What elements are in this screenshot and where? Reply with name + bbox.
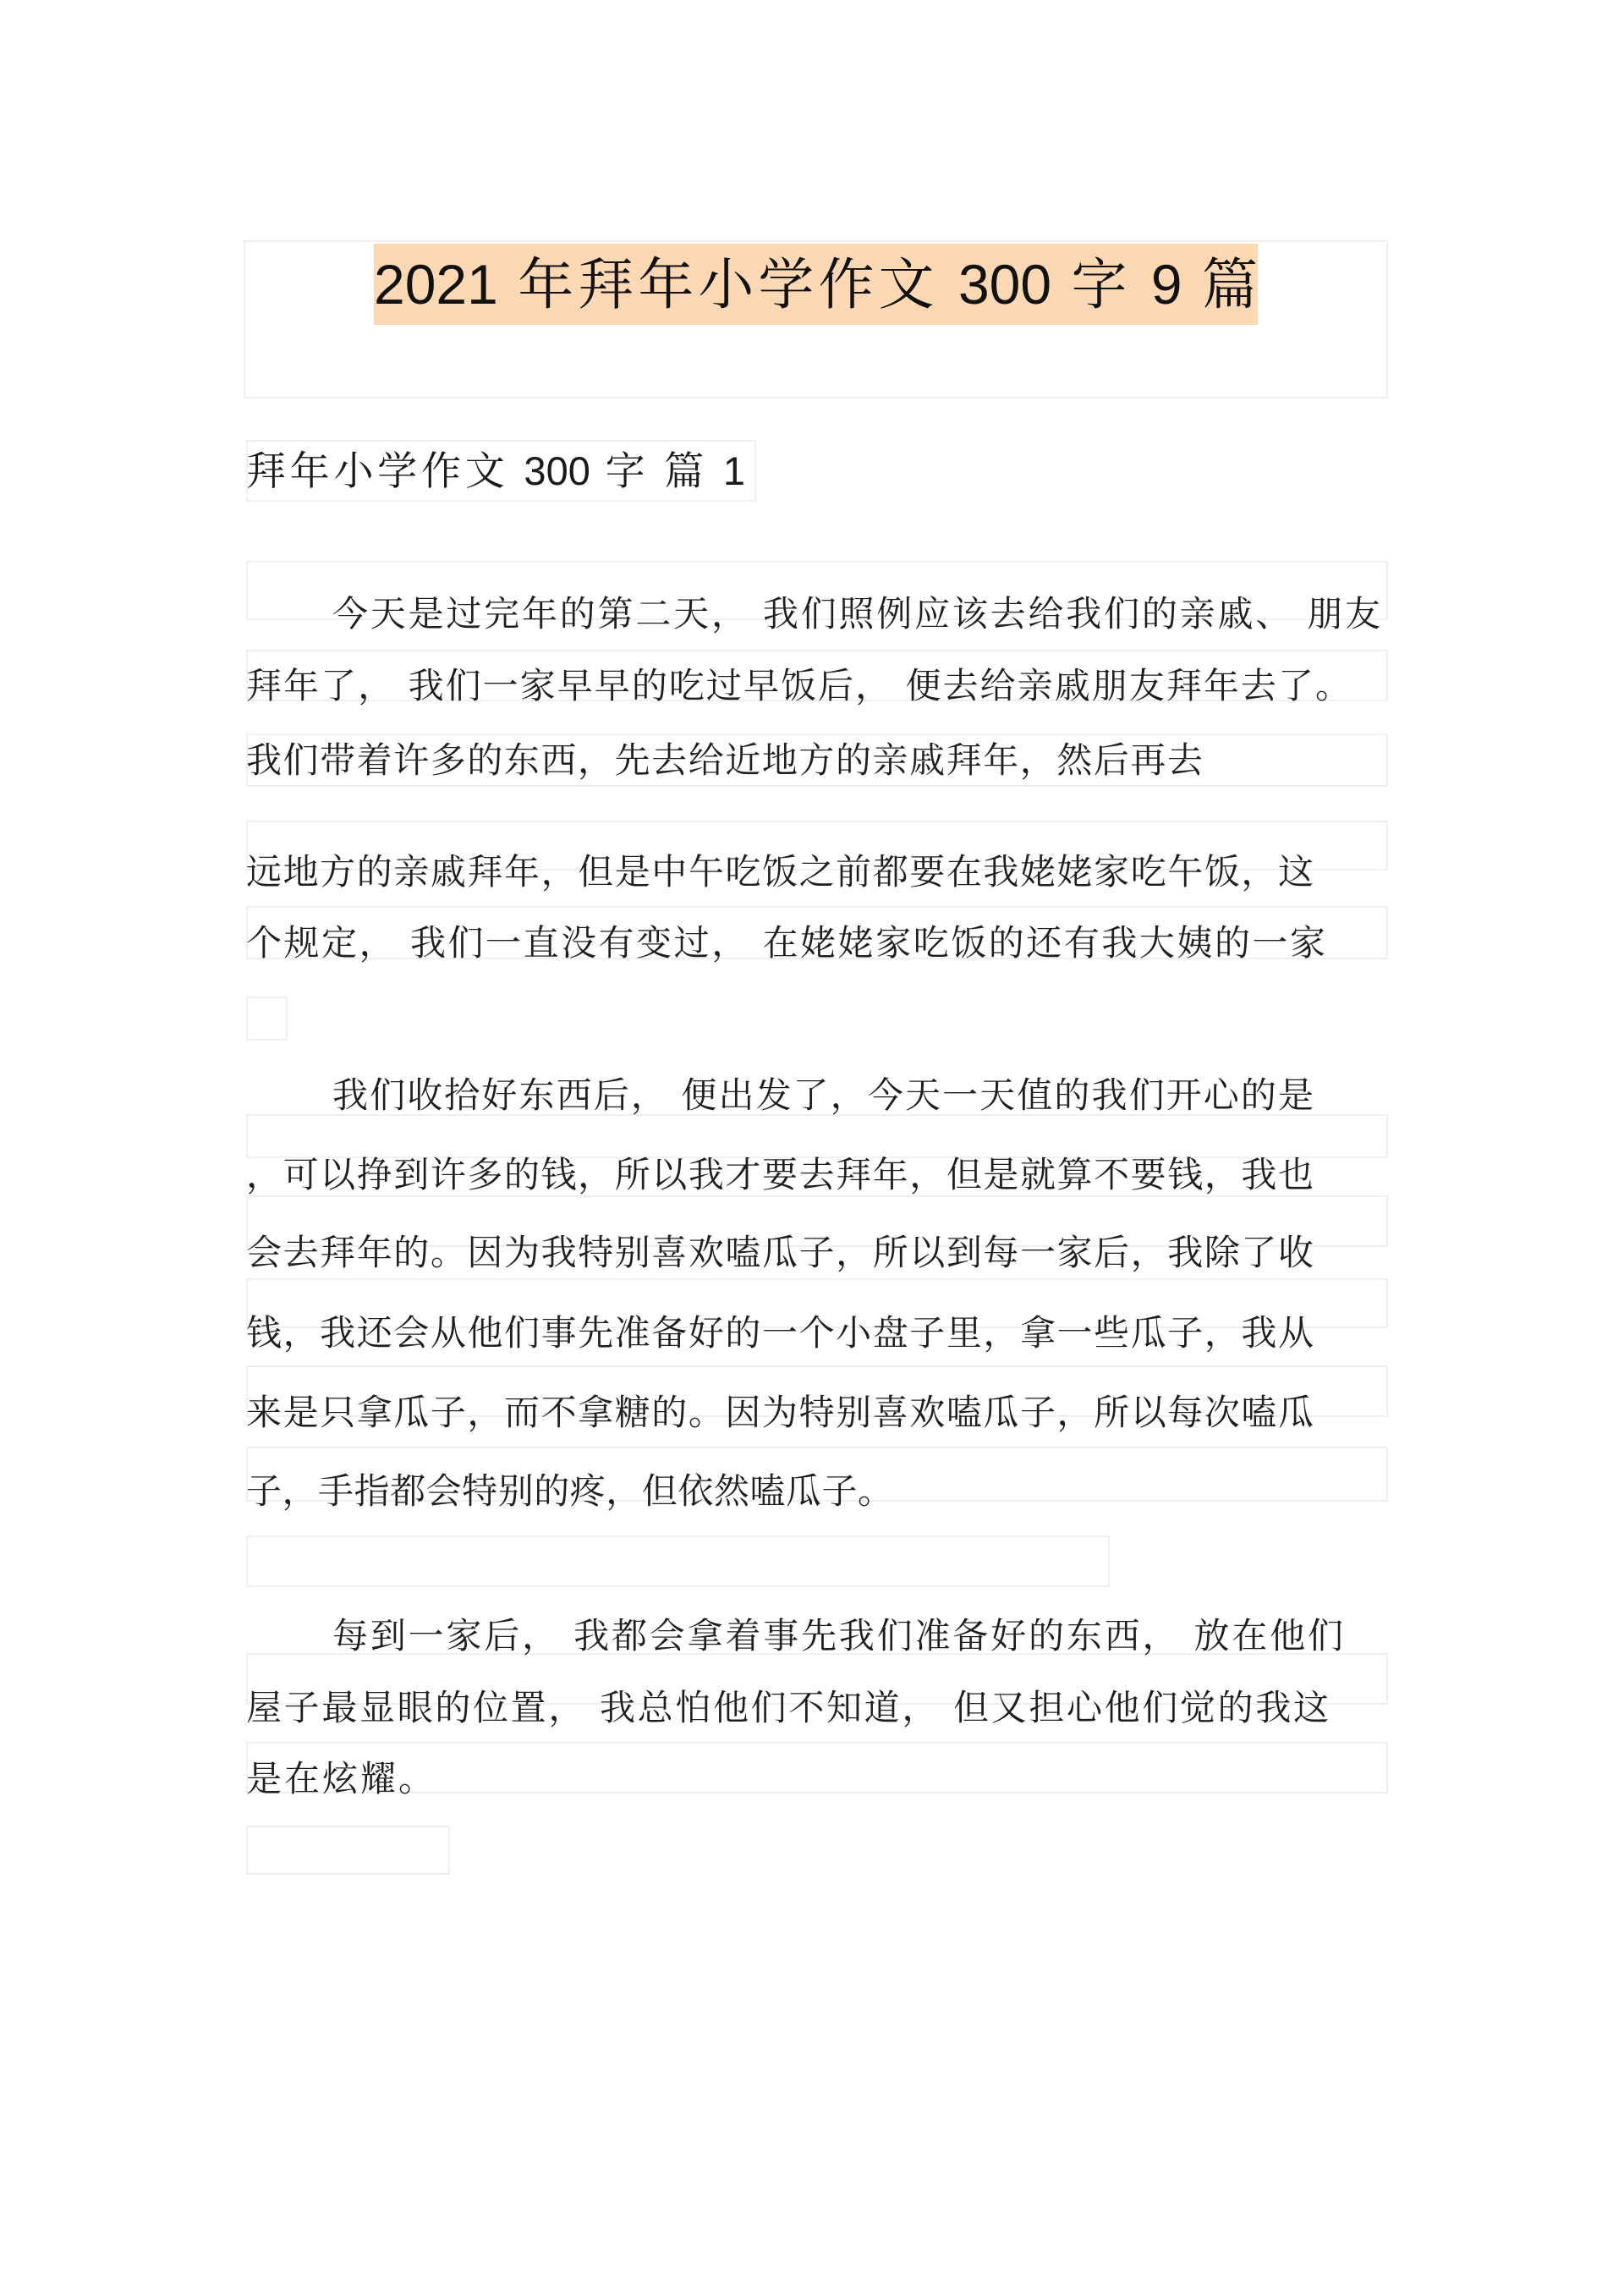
text-line: 个规定， 我们一直没有变过， 在姥姥家吃饭的还有我大姨的一家: [246, 922, 1325, 964]
text-frame: [246, 1826, 450, 1875]
text-line: ，可以挣到许多的钱，所以我才要去拜年，但是就算不要钱，我也: [246, 1154, 1314, 1195]
text-line: 子，手指都会特别的疼，但依然嗑瓜子。: [246, 1470, 893, 1512]
text-line: 是在炫耀。: [246, 1758, 437, 1799]
text-line: 每到一家后， 我都会拿着事先我们准备好的东西， 放在他们: [332, 1615, 1343, 1656]
text-line: 今天是过完年的第二天， 我们照例应该去给我们的亲戚、 朋友: [332, 593, 1380, 634]
text-line: 远地方的亲戚拜年，但是中午吃饭之前都要在我姥姥家吃午饭，这: [246, 851, 1314, 893]
text-line: 拜年了， 我们一家早早的吃过早饭后， 便去给亲戚朋友拜年去了。: [246, 665, 1351, 706]
text-line: 屋子最显眼的位置， 我总怕他们不知道， 但又担心他们觉的我这: [246, 1687, 1329, 1728]
text-line: 会去拜年的。因为我特别喜欢嗑瓜子，所以到每一家后，我除了收: [246, 1232, 1314, 1273]
document-title: 2021 年拜年小学作文 300 字 9 篇: [374, 244, 1258, 325]
text-frame: [246, 997, 288, 1041]
text-line: 我们收拾好东西后， 便出发了，今天一天值的我们开心的是: [332, 1074, 1314, 1116]
text-line: 钱，我还会从他们事先准备好的一个小盘子里，拿一些瓜子，我从: [246, 1312, 1314, 1354]
text-line: 我们带着许多的东西，先去给近地方的亲戚拜年，然后再去: [246, 739, 1203, 781]
text-frame: [246, 1535, 1110, 1587]
section-heading: 拜年小学作文 300 字 篇 1: [246, 448, 745, 493]
text-line: 来是只拿瓜子，而不拿糖的。因为特别喜欢嗑瓜子，所以每次嗑瓜: [246, 1392, 1314, 1433]
